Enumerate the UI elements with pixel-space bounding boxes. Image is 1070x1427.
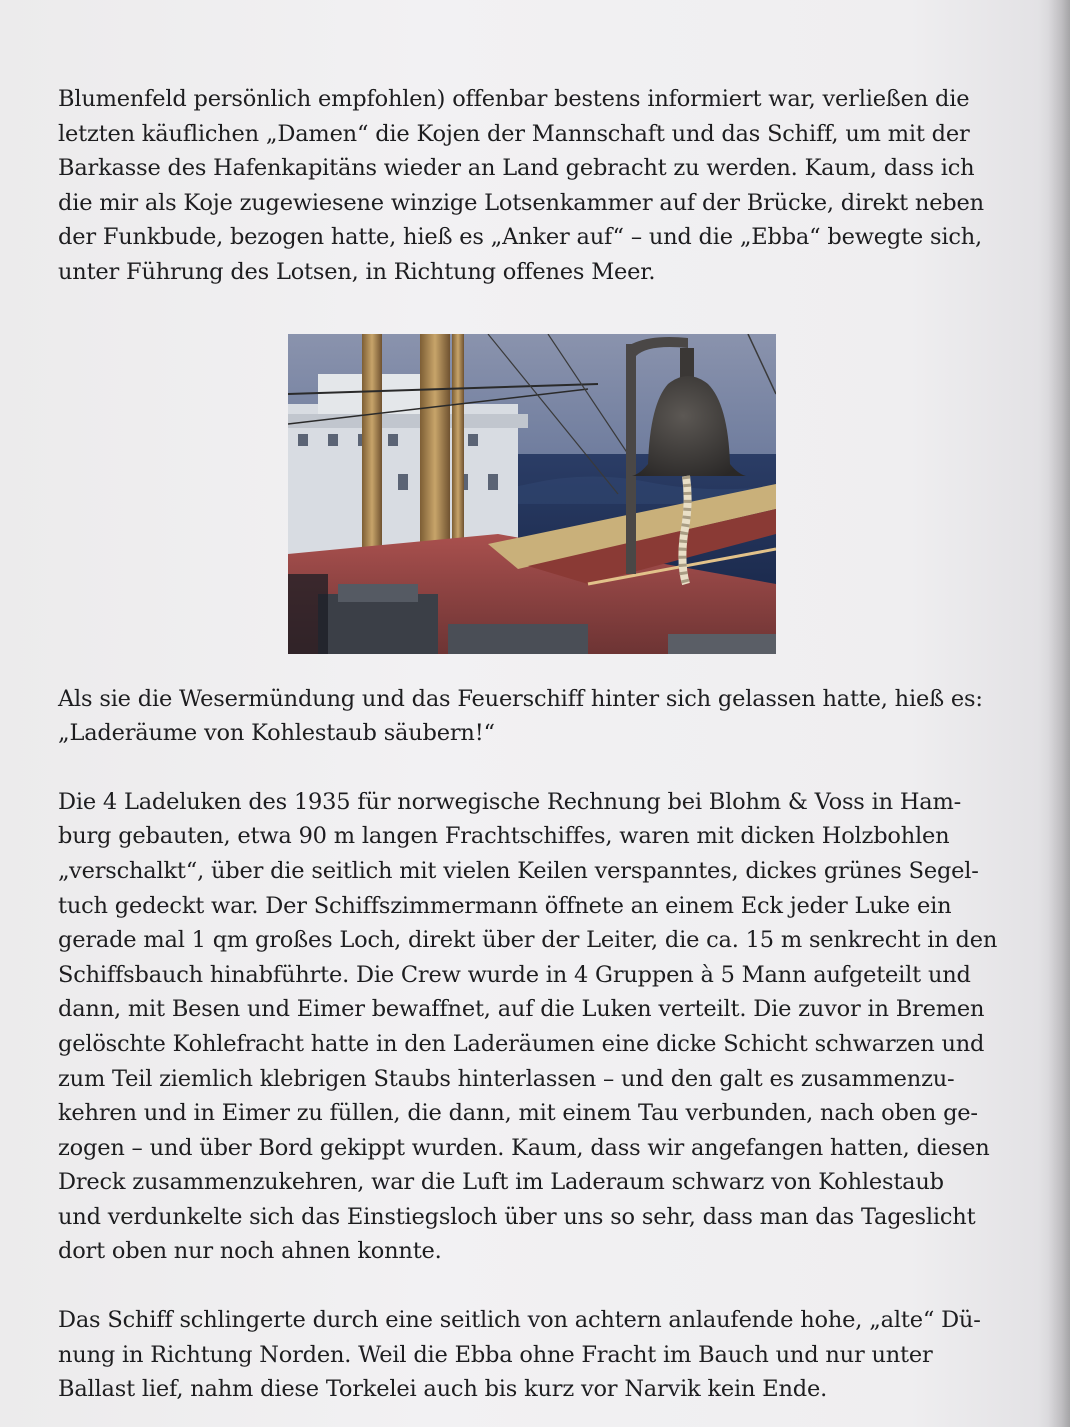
text-line: letzten käuflichen „Damen“ die Kojen der Mannschaft und das Schiff, um mit der bbox=[58, 120, 970, 147]
text-line: Als sie die Wesermündung und das Feuerschiff hinter sich gelassen hatte, hieß es: bbox=[58, 685, 983, 712]
text-line: Dreck zusammenzukehren, war die Luft im Laderaum schwarz von Kohlestaub bbox=[58, 1169, 944, 1196]
text-line: unter Führung des Lotsen, in Richtung offenes Meer. bbox=[58, 258, 656, 285]
text-line: tuch gedeckt war. Der Schiffszimmermann öffnete an einem Eck jeder Luke ein bbox=[58, 892, 952, 919]
text-line: Ballast lief, nahm diese Torkelei auch bis kurz vor Narvik kein Ende. bbox=[58, 1376, 828, 1403]
text-line: Blumenfeld persönlich empfohlen) offenbar bestens informiert war, verließen die bbox=[58, 86, 970, 112]
text-line: die mir als Koje zugewiesene winzige Lotsenkammer auf der Brücke, direkt neben bbox=[58, 189, 984, 216]
ship-deck-photo bbox=[288, 334, 776, 654]
text-line: „verschalkt“, über die seitlich mit vielen Keilen verspanntes, dickes grünes Segel- bbox=[58, 857, 979, 884]
text-line: nung in Richtung Norden. Weil die Ebba ohne Fracht im Bauch und nur unter bbox=[58, 1341, 933, 1368]
ship-deck-illustration bbox=[288, 334, 776, 654]
text-line: burg gebauten, etwa 90 m langen Frachtschiffes, waren mit dicken Holzbohlen bbox=[58, 823, 950, 850]
text-line: zum Teil ziemlich klebrigen Staubs hinterlassen – und den galt es zusammenzu- bbox=[58, 1065, 955, 1092]
text-line: „Laderäume von Kohlestaub säubern!“ bbox=[58, 720, 495, 747]
text-line: Das Schiff schlingerte durch eine seitlich von achtern anlaufende hohe, „alte“ Dü- bbox=[58, 1307, 981, 1334]
text-line: Schiffsbauch hinabführte. Die Crew wurde in 4 Gruppen à 5 Mann aufgeteilt und bbox=[58, 961, 971, 988]
book-page bbox=[58, 82, 1003, 1407]
text-line: gerade mal 1 qm großes Loch, direkt über der Leiter, die ca. 15 m senkrecht in den bbox=[58, 927, 998, 954]
paragraph-4 bbox=[58, 1303, 1003, 1407]
text-line: zogen – und über Bord gekippt wurden. Kaum, dass wir angefangen hatten, diesen bbox=[58, 1134, 990, 1161]
page-edge-shadow bbox=[1048, 0, 1070, 1427]
paragraph-1 bbox=[58, 82, 1003, 290]
text-line: und verdunkelte sich das Einstiegsloch über uns so sehr, dass man das Tageslicht bbox=[58, 1203, 976, 1230]
text-line: Die 4 Ladeluken des 1935 für norwegische Rechnung bei Blohm & Voss in Ham- bbox=[58, 788, 962, 815]
paragraph-2 bbox=[58, 682, 1003, 751]
text-line: der Funkbude, bezogen hatte, hieß es „Anker auf“ – und die „Ebba“ bewegte sich, bbox=[58, 224, 982, 251]
text-line: Barkasse des Hafenkapitäns wieder an Land gebracht zu werden. Kaum, dass ich bbox=[58, 155, 975, 182]
text-line: dort oben nur noch ahnen konnte. bbox=[58, 1238, 442, 1265]
paragraph-3 bbox=[58, 785, 1003, 1269]
text-line: gelöschte Kohlefracht hatte in den Laderäumen eine dicke Schicht schwarzen und bbox=[58, 1030, 985, 1057]
text-line: kehren und in Eimer zu füllen, die dann, mit einem Tau verbunden, nach oben ge- bbox=[58, 1100, 978, 1127]
text-line: dann, mit Besen und Eimer bewaffnet, auf die Luken verteilt. Die zuvor in Bremen bbox=[58, 996, 985, 1023]
